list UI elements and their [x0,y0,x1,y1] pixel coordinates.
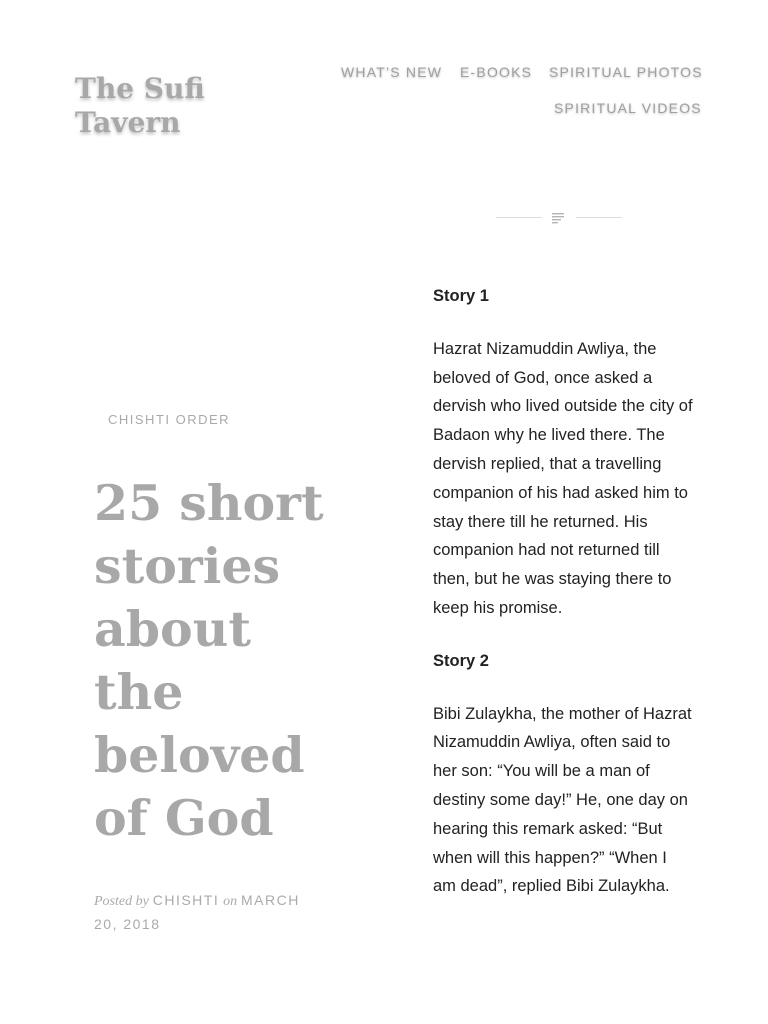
post-title: 25 short stories about the beloved of God [94,474,324,847]
post-category-link[interactable]: CHISHTI ORDER [108,412,231,427]
divider-line-right [576,217,622,218]
byline-on: on [223,894,238,909]
nav-item-whats-new[interactable]: WHAT’S NEW [341,64,443,80]
text-lines-icon [551,211,565,225]
post-byline [94,889,324,936]
post-format-divider [496,208,622,228]
story-1-text: Hazrat Nizamuddin Awliya, the beloved of God, once asked a dervish who lived outside the city of Badaon why he lived there. The dervish replied, that a travelling companion of his had asked him to stay there till he returned. His companion had not returned till then, but he was staying there to keep his promise. [433,339,693,617]
divider-line-left [496,217,542,218]
post-content [433,282,693,925]
nav-item-spiritual-photos[interactable]: SPIRITUAL PHOTOS [549,64,703,80]
nav-item-spiritual-videos[interactable]: SPIRITUAL VIDEOS [554,100,702,116]
story-2-text: Bibi Zulaykha, the mother of Hazrat Nizamuddin Awliya, often said to her son: “You will be a man of destiny some day!” He, one day on hearing this remark asked: “But when will this happen?” “When I am dead”, replied Bibi Zulaykha. [433,704,692,896]
story-2-heading: Story 2 [433,651,489,670]
byline-date-link[interactable]: MARCH 20, 2018 [94,892,300,932]
nav-item-e-books[interactable]: E-BOOKS [460,64,533,80]
byline-author-link[interactable]: CHISHTI [152,892,220,908]
story-1-heading: Story 1 [433,287,489,305]
site-title[interactable]: The Sufi Tavern [75,72,205,139]
byline-posted-by: Posted by [94,894,149,909]
